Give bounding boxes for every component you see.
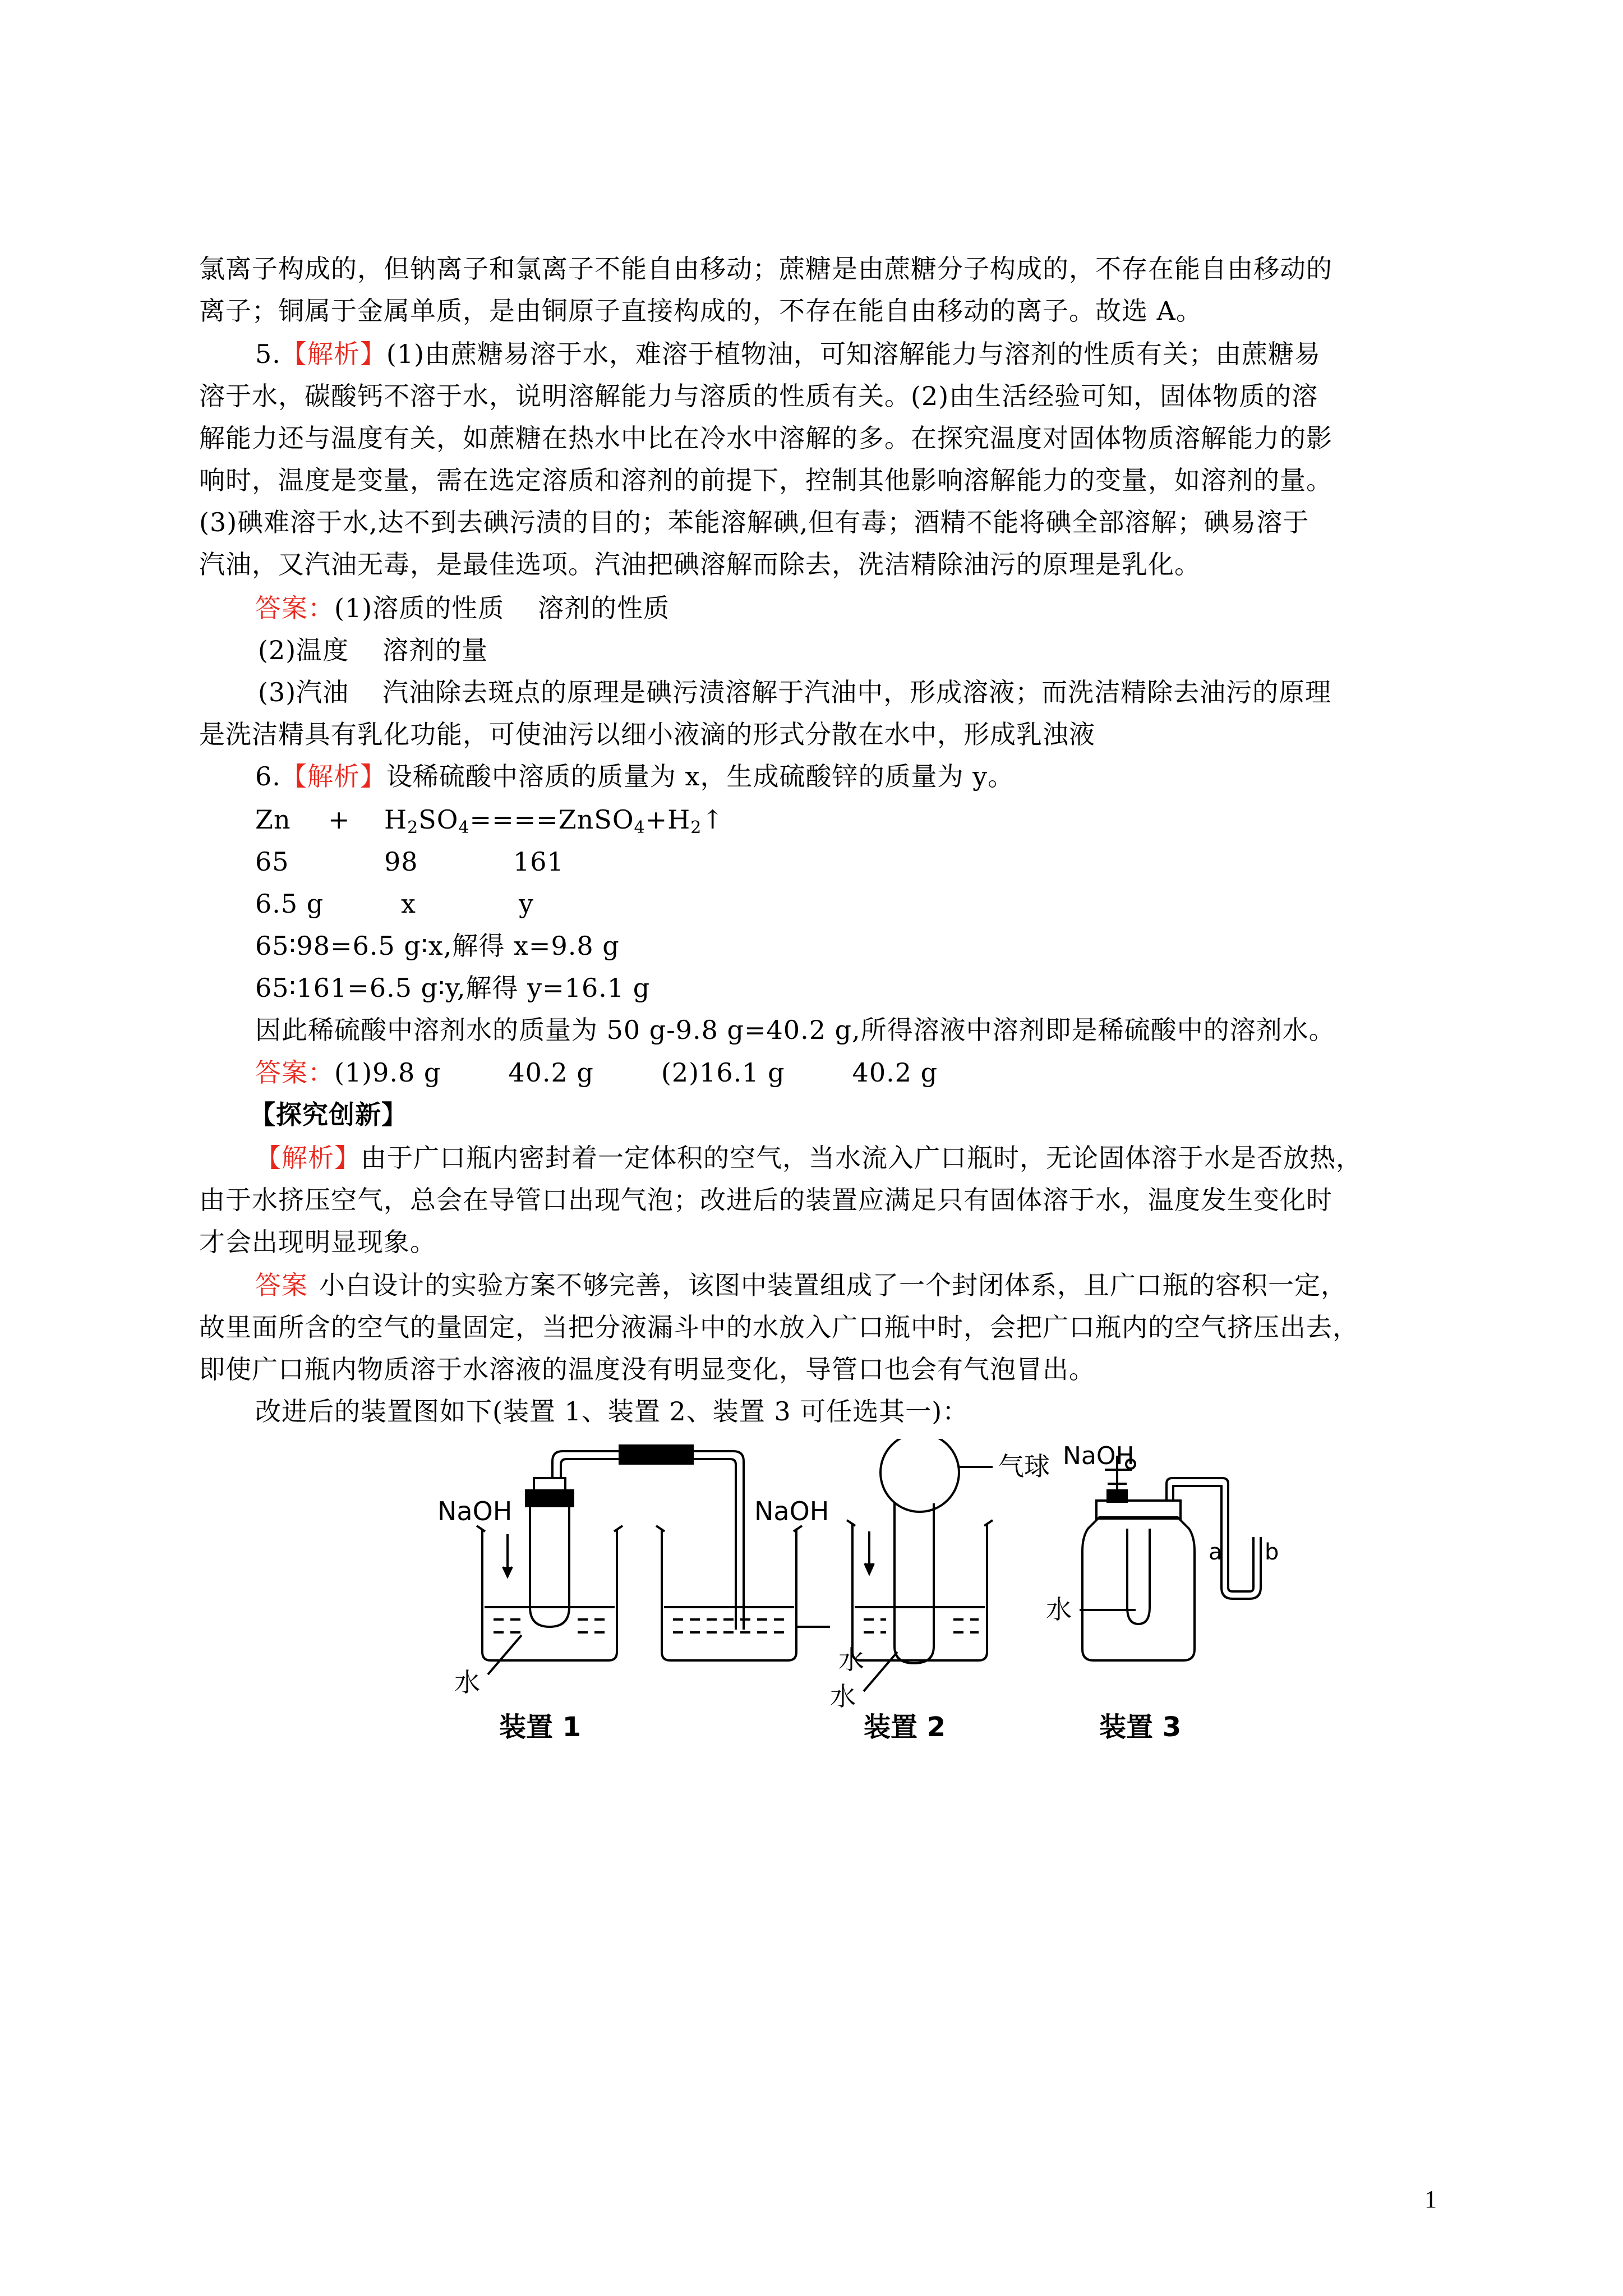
paragraph-line: 才会出现明显现象。 [199, 1227, 436, 1257]
analysis-label: 【解析】 [280, 339, 386, 369]
paragraph-line: 因此稀硫酸中溶剂水的质量为 50 g-9.8 g=40.2 g,所得溶液中溶剂即是稀硫酸中的溶剂水。 [255, 1015, 1335, 1045]
q6-analysis-line: 6.【解析】设稀硫酸中溶质的质量为 x，生成硫酸锌的质量为 y。 [255, 761, 1015, 792]
naoh-label-3: NaOH [1063, 1442, 1135, 1470]
device-3-diagram [1080, 1456, 1261, 1660]
device-1-caption: 装置 1 [499, 1711, 582, 1742]
q5-answer-line: 答案：(1)溶质的性质 溶剂的性质 [255, 593, 670, 623]
calc-line: 65∶98=6.5 g∶x,解得 x=9.8 g [255, 931, 620, 961]
paragraph-line: 汽油，又汽油无毒，是最佳选项。汽油把碘溶解而除去，洗洁精除油污的原理是乳化。 [199, 549, 1201, 579]
port-b-label: b [1265, 1539, 1279, 1565]
port-a-label: a [1209, 1539, 1223, 1565]
water-label-1a: 水 [454, 1667, 480, 1697]
paragraph-line: 响时，温度是变量，需在选定溶质和溶剂的前提下，控制其他影响溶解能力的变量，如溶剂的量。 [199, 465, 1332, 495]
paragraph-line: 氯离子构成的，但钠离子和氯离子不能自由移动；蔗糖是由蔗糖分子构成的，不存在能自由移动的 [199, 254, 1332, 284]
equation-line: $Zn + H_2SO_4====ZnSO_4+H_2↑$ [255, 804, 724, 838]
calc-line: 65∶161=6.5 g∶y,解得 y=16.1 g [255, 973, 651, 1003]
q6-answer-line: 答案：(1)9.8 g 40.2 g (2)16.1 g 40.2 g [255, 1057, 938, 1088]
section-heading: 【探究创新】 [250, 1099, 408, 1130]
paragraph-line: 溶于水，碳酸钙不溶于水，说明溶解能力与溶质的性质有关。(2)由生活经验可知，固体物质的溶 [199, 381, 1318, 411]
water-label-2: 水 [830, 1681, 856, 1711]
water-label-1b: 水 [838, 1645, 864, 1675]
analysis-label: 【解析】 [255, 1143, 361, 1173]
page-number: 1 [1424, 2185, 1437, 2213]
water-label-3: 水 [1046, 1594, 1072, 1625]
naoh-label-1: NaOH [437, 1496, 513, 1526]
paragraph-line: 改进后的装置图如下(装置 1、装置 2、装置 3 可任选其一)： [255, 1396, 969, 1427]
naoh-label-2: NaOH [754, 1496, 829, 1526]
answer-label: 答案： [255, 593, 334, 623]
paragraph-line: 故里面所含的空气的量固定，当把分液漏斗中的水放入广口瓶中时，会把广口瓶内的空气挤压出去， [199, 1312, 1359, 1342]
explore-answer-line: 答案 小白设计的实验方案不够完善，该图中装置组成了一个封闭体系，且广口瓶的容积一定， [255, 1270, 1347, 1300]
paragraph-line: 是洗洁精具有乳化功能，可使油污以细小液滴的形式分散在水中，形成乳浊液 [199, 719, 1095, 749]
paragraph-line: 由于水挤压空气，总会在导管口出现气泡；改进后的装置应满足只有固体溶于水，温度发生变化时 [199, 1185, 1332, 1215]
apparatus-figure [437, 1439, 1279, 1742]
q5-answer-line: (3)汽油 汽油除去斑点的原理是碘污渍溶解于汽油中，形成溶液；而洗洁精除去油污的原理 [258, 677, 1332, 707]
analysis-label: 【解析】 [280, 761, 386, 792]
answer-label: 答案： [255, 1057, 334, 1088]
device-2-caption: 装置 2 [864, 1711, 946, 1742]
balloon-label: 气球 [998, 1451, 1050, 1481]
explore-analysis-line: 【解析】由于广口瓶内密封着一定体积的空气，当水流入广口瓶时，无论固体溶于水是否放热， [255, 1143, 1362, 1173]
device-2-diagram [847, 1439, 993, 1691]
device-1-diagram [477, 1446, 830, 1674]
paragraph-line: 解能力还与温度有关，如蔗糖在热水中比在冷水中溶解的多。在探究温度对固体物质溶解能力的影 [199, 423, 1332, 453]
paragraph-line: 即使广口瓶内物质溶于水溶液的温度没有明显变化，导管口也会有气泡冒出。 [199, 1354, 1095, 1384]
answer-label: 答案 [255, 1270, 308, 1300]
paragraph-line: (3)碘难溶于水,达不到去碘污渍的目的；苯能溶解碘,但有毒；酒精不能将碘全部溶解；碘易溶于 [199, 507, 1310, 537]
paragraph-line: 离子；铜属于金属单质，是由铜原子直接构成的，不存在能自由移动的离子。故选 A。 [199, 296, 1202, 326]
molar-mass-line: 65 98 161 [255, 846, 564, 877]
device-3-caption: 装置 3 [1099, 1711, 1182, 1742]
mass-line: 6.5 g x y [255, 889, 534, 919]
q5-analysis-line: 5.【解析】(1)由蔗糖易溶于水，难溶于植物油，可知溶解能力与溶剂的性质有关；由蔗糖易 [255, 339, 1321, 369]
q5-answer-line: (2)温度 溶剂的量 [258, 635, 488, 665]
